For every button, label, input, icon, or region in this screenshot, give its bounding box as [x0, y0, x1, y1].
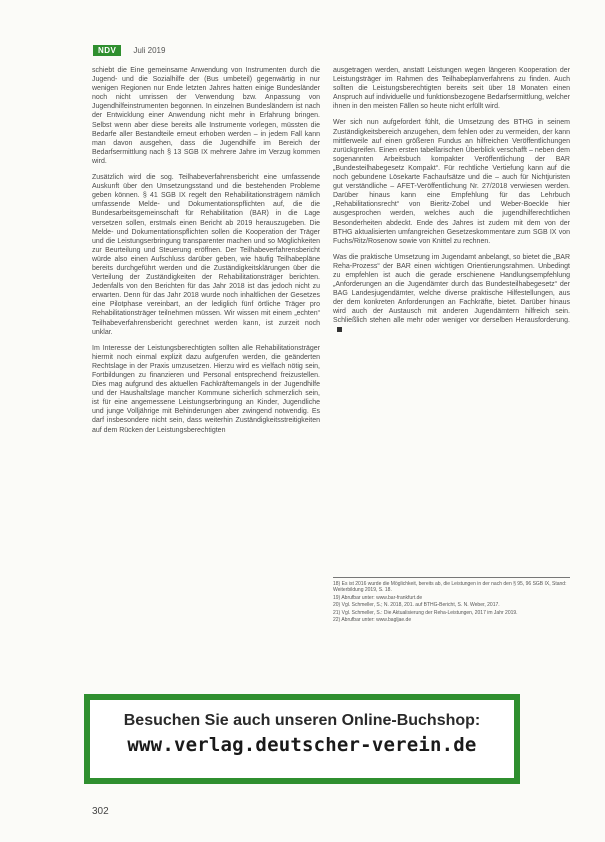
footnote: 19) Abrufbar unter: www.bar-frankfurt.de [333, 594, 423, 601]
journal-badge: NDV [93, 45, 121, 56]
paragraph [333, 253, 570, 335]
issue-date: Juli 2019 [133, 46, 166, 55]
online-shop-advertisement [84, 694, 520, 784]
shop-url-link[interactable]: www.verlag.deutscher-verein.de [127, 734, 477, 756]
footnote: 18) Es ist 2016 wurde die Möglichkeit, bereits ab, die Leistungen in der nach den § 95, 96 SGB IX, Stand: Weiterbildung 2019, S. 18. [333, 581, 567, 594]
footnote: 20) Vgl. Schmeller, S.; N. 2018, 201. auf BTHG-Bericht, S. N. Weber, 2017. [333, 602, 500, 609]
page-number: 302 [92, 806, 109, 817]
paragraph-text: Was die praktische Umsetzung im Jugendamt anbelangt, so bietet die „BAR Reha-Prozess“ der BAR einen wichtigen Orientierungsrahmen. Unbedingt zu empfehlen ist auch die gerade erschienene Handlungsempfehlung „Anforderungen an die Jugendämter durch das Bundesteilhabegesetz“ der BAG Landesjugendämter, welche diverse praktische Hilfestellungen, aus der dem konkreten Anforderungen an Fachkräfte, bietet. Darüber hinaus wird auch der Austausch mit anderen Jugendämtern hilfreich sein. Schließlich stehen alle mehr oder weniger vor derselben Herausforderung. [333, 253, 570, 325]
footnote: 21) Vgl. Schmeller, S.: Die Aktualisierung der Reha-Leistungen, 2017 im Jahr 2019. [333, 609, 518, 616]
left-column [92, 66, 320, 606]
paragraph: Im Interesse der Leistungsberechtigten sollten alle Rehabilitationsträger hiermit noch einmal explizit dazu aufgerufen werden, die geänderten Rechtslage in der Praxis umzusetzen. Hierzu wird es vielfach nötig sein, Fortbildungen zu finanzieren und Personal entsprechend freizustellen. Dies mag aufgrund des aktuellen Fachkräftemangels in der Jugendhilfe und der Haushaltslage mancher Kommune sicherlich schmerzlich sein, ist für eine angemessene Leistungserbringung an Kinder, Jugendliche und junge Volljährige mit Behinderungen aber zwingend notwendig. Es darf insbesondere nicht sein, dass weiterhin Zuständigkeitsstreitigkeiten auf dem Rücken der Leistungsberechtigten [92, 344, 320, 434]
paragraph: Zusätzlich wird die sog. Teilhabeverfahrensbericht eine umfassende Auskunft über den Umsetzungsstand und die bestehenden Probleme geben können. § 41 SGB IX regelt den Rehabilitationsträgern nämlich umfassende Melde- und Dokumentationspflichten auf, die die Bundesarbeitsgemeinschaft für Rehabilitation (BAR) in die Lage versetzen sollen, erstmals einen Bericht ab 2019 herauszugeben. Die Melde- und Dokumentationspflichten sollen die Kooperation der Träger und die Leistungserbringung transparenter machen und so Möglichkeiten zur Beurteilung und Steuerung eröffnen. Der Teilhabeverfahrensbericht würde also einen Aufschluss darüber geben, wie häufig Teilhabepläne bereits durchgeführt werden und die Zuständigkeitsklärungen über die Verteilung der Zuständigkeiten der Rehabilitationsträger berichten. Jedenfalls von den Berichten für das Jahr 2018 ist das jedoch nicht zu erwarten. Denn für das Jahr 2018 wurde noch inhaltlichen der Gesetzes eine Pilotphase vereinbart, an der lediglich fünf örtliche Träger pro Rehabilitationsträger teilnehmen müssen. Wir wissen mit einem „echten“ Teilhabeverfahrensbericht gerechnet werden kann, ist zurzeit noch unklar. [92, 174, 320, 336]
right-column [333, 66, 570, 506]
page-header [93, 45, 165, 56]
footnote: 22) Abrufbar unter: www.bagljae.de [333, 617, 412, 624]
paragraph: ausgetragen werden, anstatt Leistungen wegen längeren Kooperation der Leistungsträger im Rahmen des Teilhabeplanverfahrens zu finden. Auch sollten die Leistungsberechtigten bereits seit über 18 Monaten einen Anspruch auf individuelle und funktionsbezogene Bedarfsermittlung, welcher ihnen in den meisten Fällen so heute nicht erfüllt wird. [333, 67, 570, 111]
paragraph: schiebt die Eine gemeinsame Anwendung von Instrumenten durch die Jugend- und die Sozialhilfe der (Bus umbeteil) gegenwärtig in nur wenigen Regionen nur Ende letzten Jahres hatten einige Bundesländer noch nicht umrissen der Verwendung bzw. Anpassung von Jugendhilfeinstrumenten begonnen. In einzelnen Bundesländern ist nach der Entwicklung einer Anwendung nicht mehr in Erfahrung bringen. Selbst wenn aber diese bereits alle Instrumente vorlegen, müssten die Bedarfe aller Bestandteile erneut erhoben werden – in jedem Fall kann man davon ausgehen, dass die Jugendhilfe im Bereich der Bedarfsermittlung nach § 13 SGB IX mehrere Jahre im Verzug kommen wird. [92, 67, 320, 165]
footnotes [333, 577, 570, 624]
end-of-article-mark [337, 327, 342, 332]
paragraph: Wer sich nun aufgefordert fühlt, die Umsetzung des BTHG in seinem Zuständigkeitsbereich anzugehen, dem fehlen oder zu vermeiden, der kann mittlerweile auf einen größeren Fundus an hilfreichen Veröffentlichungen zurückgreifen. Einen ersten tabellarischen Überblick verschafft – neben dem sogenannten Arbeitsbuch kompakter Veröffentlichung der BAR „Bundesteilhabegesetz Kompakt“. Für rechtliche Vertiefung kann auf die noch gebundene Lösekarte Fachaufsätze und die – auch für Nichtjuristen gut verständliche – AFET-Veröffentlichung Nr. 27/2018 verwiesen werden. Darüber hinaus kann eine Empfehlung für das Lehrbuch „Rehabilitationsrecht“ von Bieritz-Zobel und Weber-Boeckle hier ausgesprochen werden, welches auch die jugendhilferechtlichen Besonderheiten abdeckt. Ende des Jahres ist zudem mit dem von der BTHG aktualisierten umfangreichen Gesetzeskommentare zum SGB IX von Fuchs/Ritz/Rosenow sowie von Knittel zu rechnen. [333, 119, 570, 245]
ad-headline: Besuchen Sie auch unseren Online-Buchshop: [123, 712, 481, 729]
